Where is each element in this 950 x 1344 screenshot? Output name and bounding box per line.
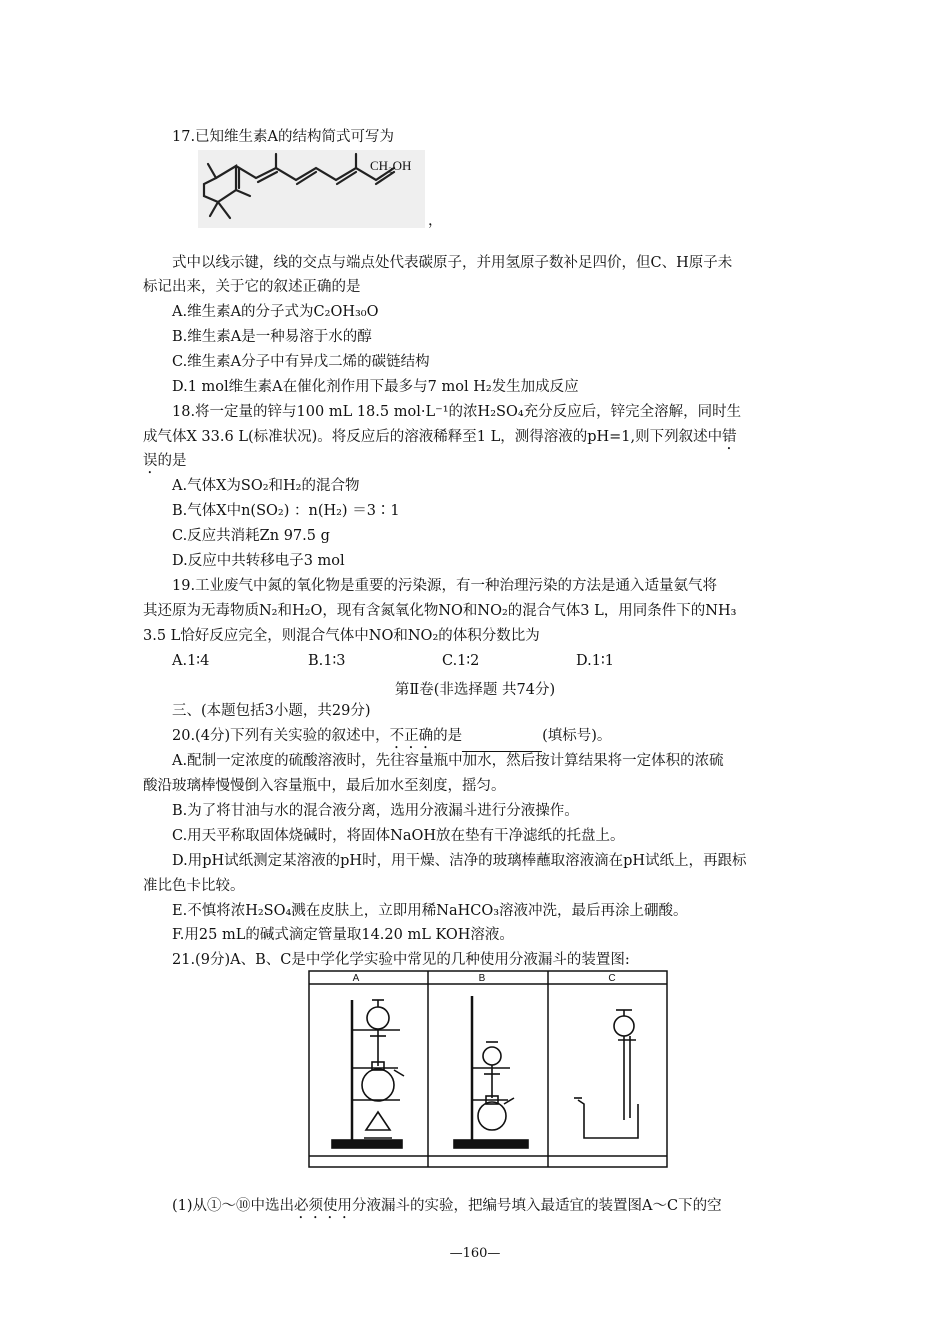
separatory-funnel-apparatus-figure [308,970,668,1168]
q18-option-c: C.反应共消耗Zn 97.5 g [172,528,330,544]
q18-line2: 成气体X 33.6 L(标准状况)。将反应后的溶液稀释至1 L，测得溶液的pH=1,则下列叙述中错 [143,429,737,445]
vitamin-a-skeletal-formula [198,150,425,228]
q20-option-a-line1: A.配制一定浓度的硫酸溶液时，先往容量瓶中加水，然后按计算结果将一定体积的浓硫 [172,753,724,769]
q20-stem: 20.(4分)下列有关实验的叙述中，不正确的是 (填标号)。 [172,727,611,752]
q21-sub1: (1)从①～⑩中选出必须使用分液漏斗的实验，把编号填入最适宜的装置图A～C下的空 [172,1198,722,1214]
q17-option-b: B.维生素A是一种易溶于水的醇 [172,329,372,345]
panel-label-a: A [352,973,360,984]
q17-desc-line1: 式中以线示键，线的交点与端点处代表碳原子，并用氢原子数补足四价，但C、H原子未 [172,255,733,271]
q19-option-d: D.1∶1 [576,653,614,669]
q19-option-c: C.1∶2 [442,653,480,669]
emphasis-text: 不正确 [389,728,434,744]
part2-header: 第Ⅱ卷(非选择题 共74分) [394,682,556,698]
q20-option-d-line2: 准比色卡比较。 [143,878,245,894]
panel-label-c: C [608,973,616,984]
q20-option-d-line1: D.用pH试纸测定某溶液的pH时，用干燥、洁净的玻璃棒蘸取溶液滴在pH试纸上，再跟标 [172,853,747,869]
q17-option-d: D.1 mol维生素A在催化剂作用下最多与7 mol H₂发生加成反应 [172,379,579,395]
q17-option-c: C.维生素A分子中有异戊二烯的碳链结构 [172,354,430,370]
section3-heading: 三、(本题包括3小题，共29分) [172,703,371,719]
emphasis-text: 必须使用 [294,1198,353,1214]
panel-label-b: B [478,973,486,984]
emphasis-text: 误 [143,453,158,469]
ch2oh-label: CH₂OH [370,158,412,173]
apparatus-c [574,1010,638,1138]
q17-comma: ， [428,213,443,229]
q19-line2: 其还原为无毒物质N₂和H₂O，现有含氮氧化物NO和NO₂的混合气体3 L，用同条件下的NH₃ [143,603,737,619]
apparatus-b [454,996,528,1148]
page-number: —160— [449,1246,501,1261]
q18-line1: 18.将一定量的锌与100 mL 18.5 mol·L⁻¹的浓H₂SO₄充分反应后，锌完全溶解，同时生 [172,404,742,420]
q17-stem: 17.已知维生素A的结构简式可写为 [172,129,395,145]
q18-option-a: A.气体X为SO₂和H₂的混合物 [172,478,360,494]
q17-option-a: A.维生素A的分子式为C₂OH₃₀O [172,304,379,320]
answer-blank[interactable] [462,737,542,752]
q19-option-b: B.1∶3 [308,653,346,669]
vitamin-a-structure-image [198,150,425,228]
q19-option-a: A.1∶4 [172,653,210,669]
q20-option-b: B.为了将甘油与水的混合液分离，选用分液漏斗进行分液操作。 [172,803,579,819]
q20-option-a-line2: 酸沿玻璃棒慢慢倒入容量瓶中，最后加水至刻度，摇匀。 [143,778,506,794]
q17-desc-line2: 标记出来，关于它的叙述正确的是 [143,279,361,295]
q19-line3: 3.5 L恰好反应完全，则混合气体中NO和NO₂的体积分数比为 [143,628,540,644]
q20-option-f: F.用25 mL的碱式滴定管量取14.20 mL KOH溶液。 [172,927,514,943]
q18-option-d: D.反应中共转移电子3 mol [172,553,345,569]
q20-option-c: C.用天平称取固体烧碱时，将固体NaOH放在垫有干净滤纸的托盘上。 [172,828,625,844]
apparatus-a [332,1000,404,1148]
q20-option-e: E.不慎将浓H₂SO₄溅在皮肤上，立即用稀NaHCO₃溶液冲洗，最后再涂上硼酸。 [172,903,688,919]
q18-option-b: B.气体X中n(SO₂) ：n(H₂) ＝3∶1 [172,503,400,519]
emphasis-text: 错 [722,429,737,445]
q18-line3: 误的是 [143,453,187,469]
q19-line1: 19.工业废气中氮的氧化物是重要的污染源，有一种治理污染的方法是通入适量氨气将 [172,578,718,594]
apparatus-diagram [308,970,668,1168]
q21-stem: 21.(9分)A、B、C是中学化学实验中常见的几种使用分液漏斗的装置图: [172,952,630,968]
